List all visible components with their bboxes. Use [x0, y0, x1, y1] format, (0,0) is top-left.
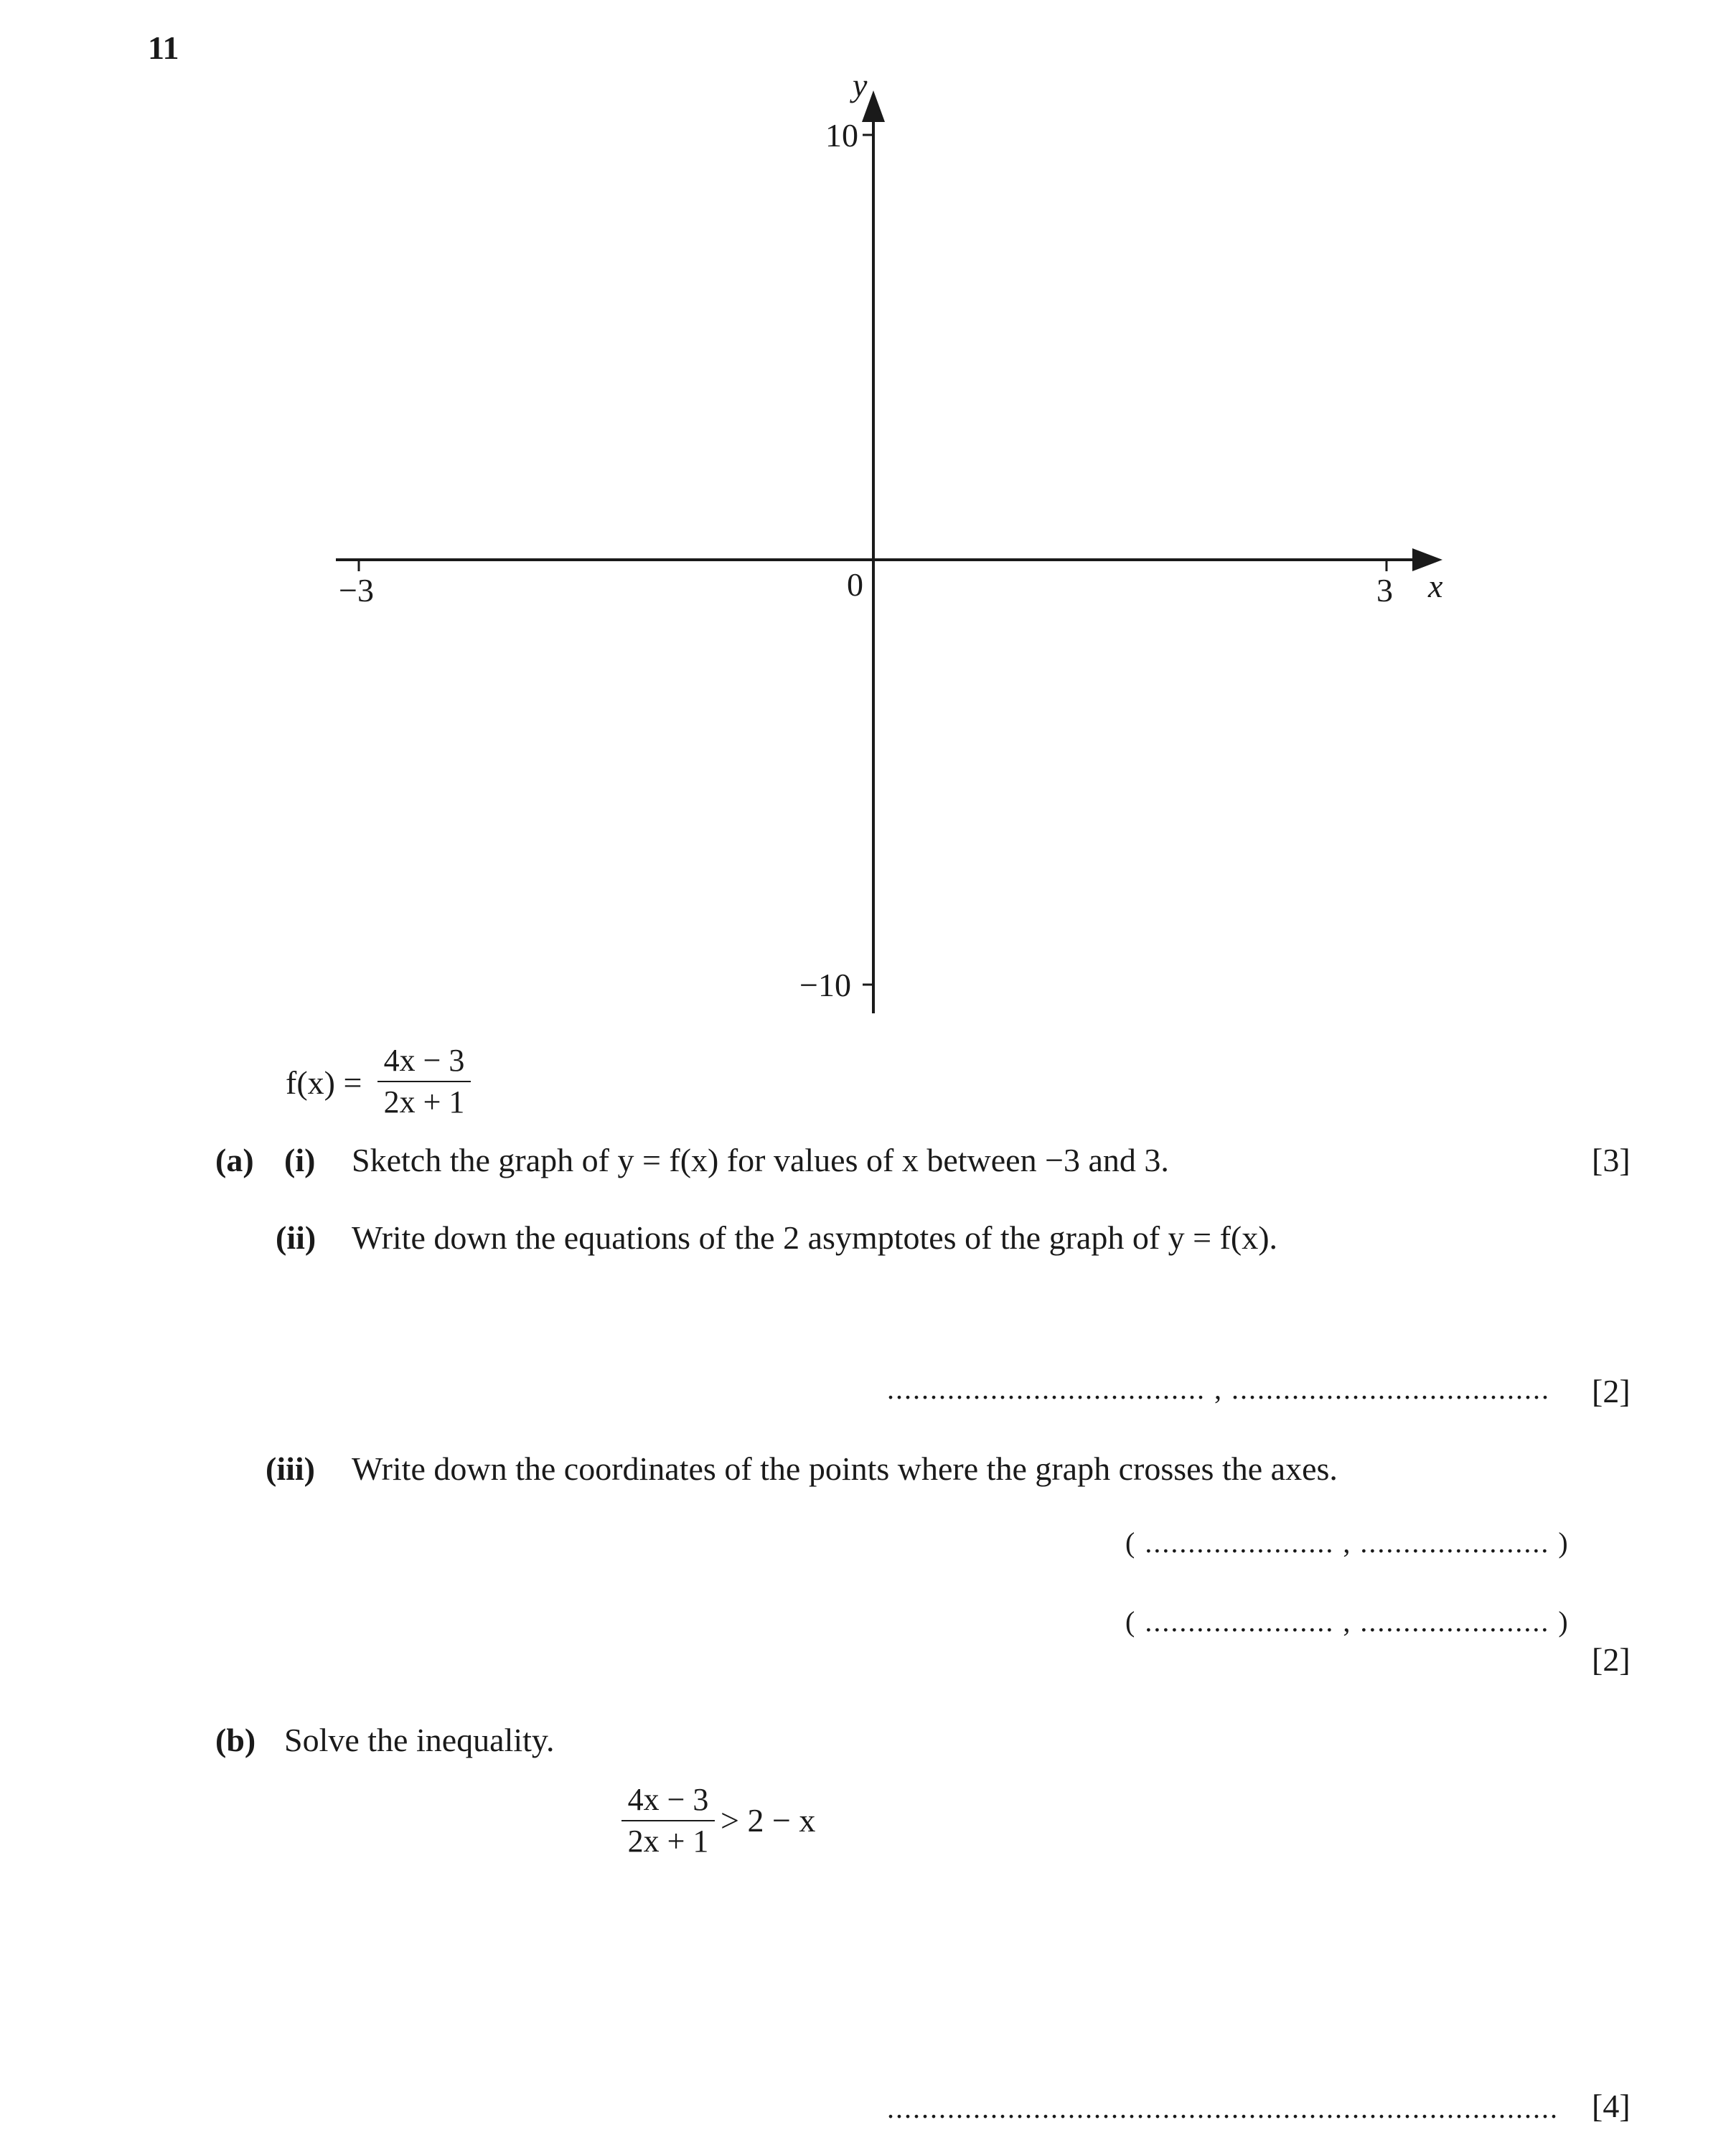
inequality-rhs: > 2 − x — [721, 1802, 816, 1839]
x-tick-label-3: 3 — [1376, 572, 1393, 609]
axes-graph — [0, 0, 1736, 1041]
y-tick-label-neg10: −10 — [799, 967, 851, 1003]
part-a-i-marks: [3] — [1592, 1142, 1631, 1178]
part-a-i-text: Sketch the graph of y = f(x) for values of x between −3 and 3. — [352, 1142, 1169, 1178]
x-tick-label-neg3: −3 — [339, 572, 374, 609]
function-numerator: 4x − 3 — [383, 1043, 465, 1078]
part-a-ii-marks: [2] — [1592, 1373, 1631, 1409]
part-b-answer-line[interactable]: .............................................................................. — [887, 2092, 1559, 2124]
inequality-fraction — [621, 1784, 715, 1857]
inequality-fraction-bar — [621, 1820, 715, 1821]
part-b-label: (b) — [215, 1722, 256, 1758]
origin-label: 0 — [847, 566, 863, 603]
part-a-ii-label: (ii) — [276, 1219, 316, 1256]
inequality-denominator: 2x + 1 — [627, 1824, 709, 1859]
part-a-iii-marks: [2] — [1592, 1641, 1631, 1678]
part-a-iii-label: (iii) — [266, 1450, 315, 1487]
y-axis-label: y — [853, 67, 868, 103]
question-number: 11 — [148, 29, 179, 66]
x-axis-label: x — [1428, 568, 1443, 604]
part-a-label: (a) — [215, 1142, 254, 1178]
part-a-iii-answer-line-2[interactable]: ( ...................... , ...................... ) — [1125, 1605, 1570, 1638]
function-denominator: 2x + 1 — [383, 1084, 465, 1120]
part-b-marks: [4] — [1592, 2088, 1631, 2124]
part-a-ii-text: Write down the equations of the 2 asymptotes of the graph of y = f(x). — [352, 1219, 1278, 1256]
inequality-numerator: 4x − 3 — [627, 1782, 709, 1817]
function-lhs: f(x) = — [286, 1064, 362, 1101]
function-fraction — [377, 1045, 471, 1118]
y-tick-label-10: 10 — [825, 117, 858, 154]
part-b-text: Solve the inequality. — [284, 1722, 555, 1758]
fraction-bar — [377, 1081, 471, 1082]
part-a-iii-text: Write down the coordinates of the points where the graph crosses the axes. — [352, 1450, 1338, 1487]
part-a-ii-answer-line[interactable]: ..................................... , ..................................... — [887, 1373, 1550, 1405]
part-a-iii-answer-line-1[interactable]: ( ...................... , ...................... ) — [1125, 1526, 1570, 1559]
part-a-i-label: (i) — [284, 1142, 316, 1178]
